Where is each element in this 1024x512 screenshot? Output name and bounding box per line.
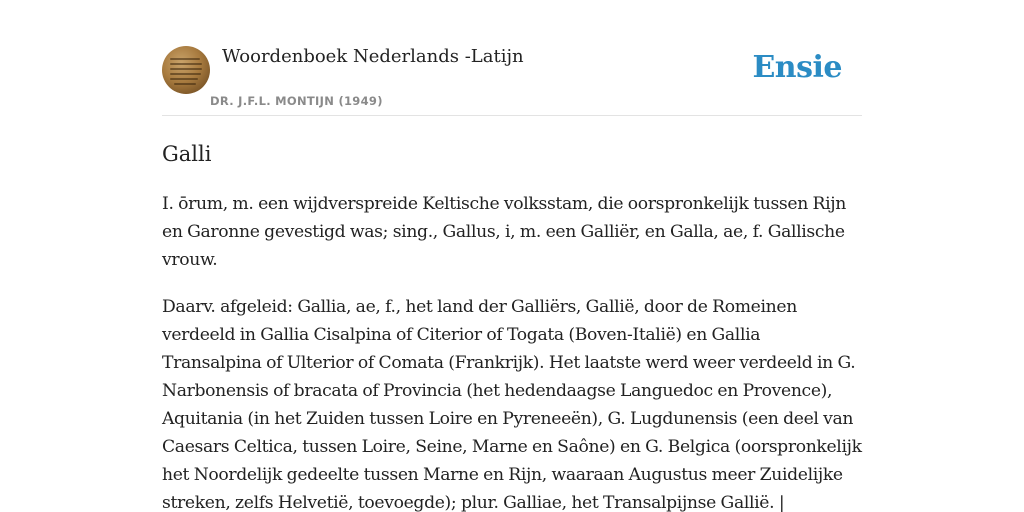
- entry-paragraph-definition: I. ōrum, m. een wijdverspreide Keltische volksstam, die oorspronkelijk tussen Rijn en Garonne gevestigd was; sing., Gallus, i, m. een Galliër, en Galla, ae, f. Gallische vrouw.: [162, 194, 846, 270]
- book-author: DR. J.F.L. MONTIJN (1949): [210, 94, 383, 108]
- header: [162, 0, 862, 116]
- ensie-brand-logo[interactable]: Ensie: [752, 50, 842, 85]
- entry-paragraph-derivation: Daarv. afgeleid: Gallia, ae, f., het land der Galliërs, Gallië, door de Romeinen verdeeld in Gallia Cisalpina of Citerior of Togata (Boven-Italië) en Gallia Transalpina of Ulterior of Comata (Frankrijk). Het laatste werd weer verdeeld in G. Narbonensis of bracata of Provincia (het hedendaagse Languedoc en Provence), Aquitania (in het Zuiden tussen Loire en Pyreneeën), G. Lugdunensis (een deel van Caesars Celtica, tussen Loire, Seine, Marne en Saône) en G. Belgica (oorspronkelijk het Noordelijk gedeelte tussen Marne en Rijn, waaraan Augustus meer Zuidelijke streken, zelfs Helvetië, toevoegde); plur. Galliae, het Transalpijnse Gallië. |: [162, 297, 862, 512]
- content-container: [162, 0, 862, 512]
- entry-body: [162, 190, 862, 512]
- entry-headword: Galli: [162, 142, 212, 166]
- book-title-link[interactable]: Woordenboek Nederlands -Latijn: [222, 46, 524, 67]
- coin-logo-icon[interactable]: [162, 46, 210, 94]
